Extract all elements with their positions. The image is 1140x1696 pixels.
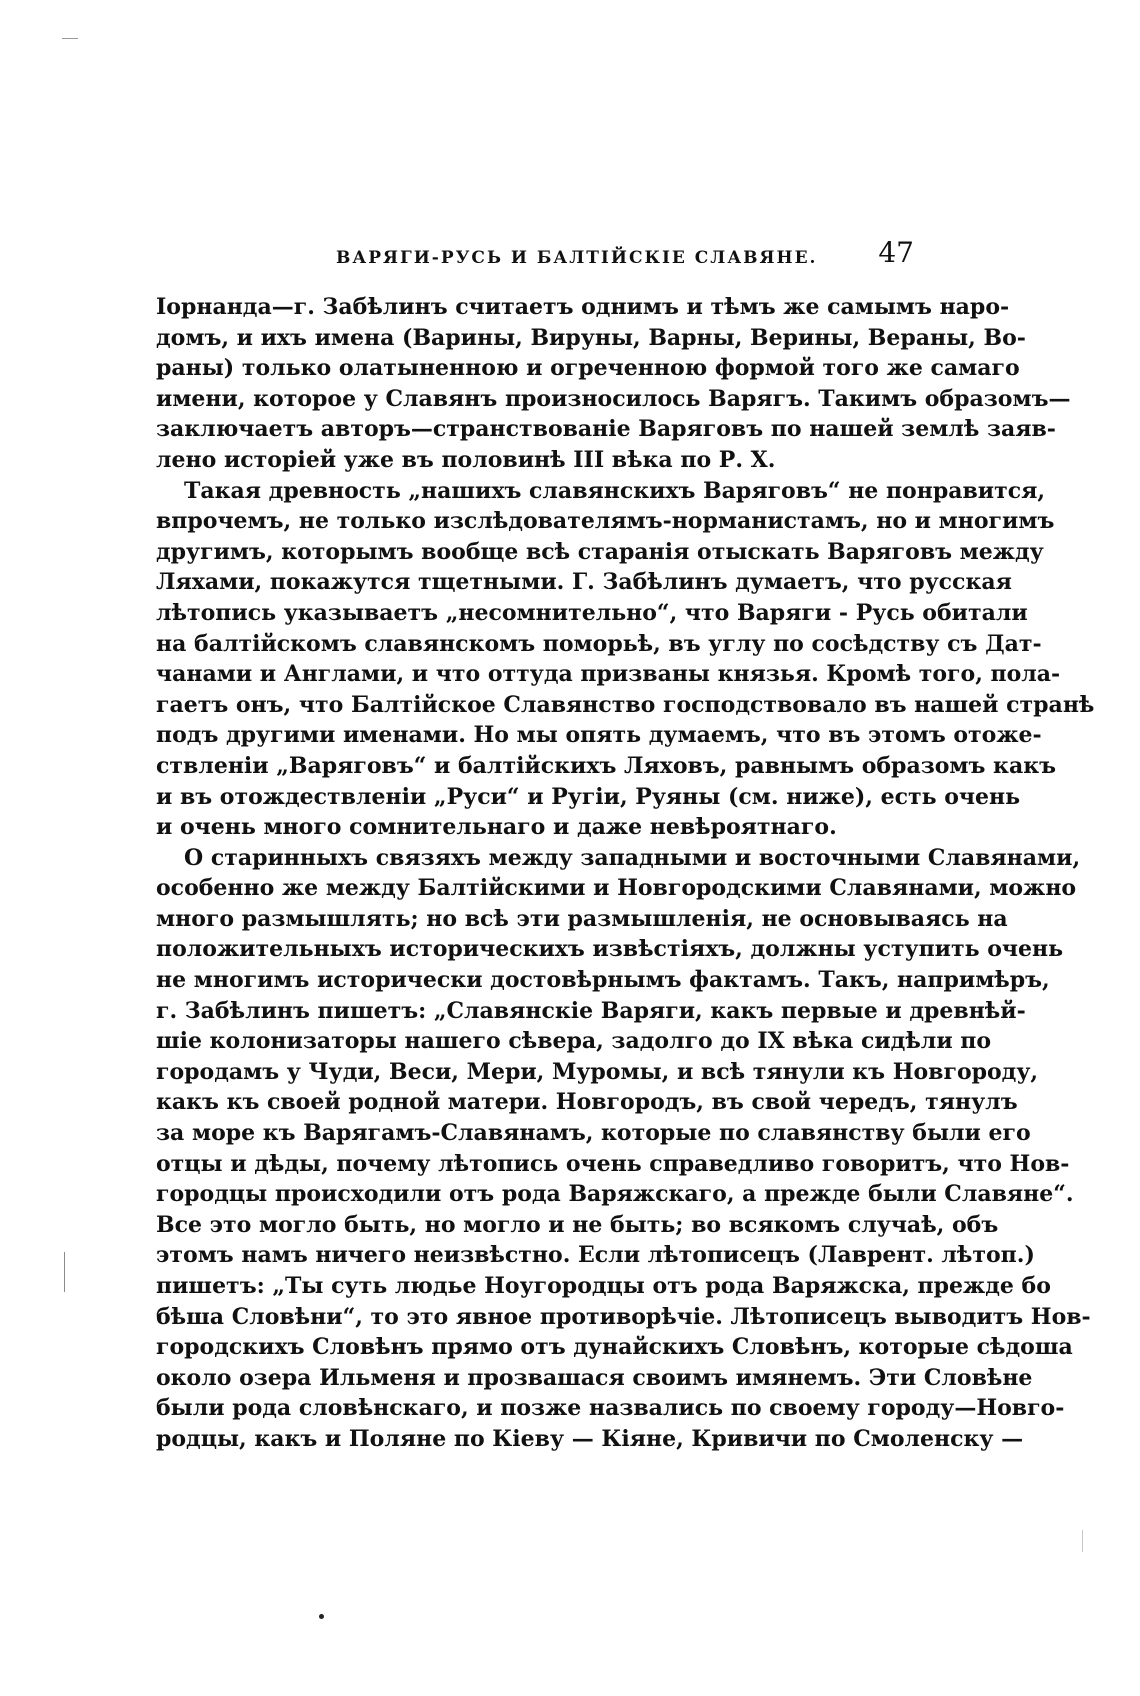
text-line: городцы происходили отъ рода Варяжскаго, а прежде были Славяне“.: [156, 1181, 1074, 1208]
text-line: бѣша Словѣни“, то это явное противорѣчіе. Лѣтописецъ выводитъ Нов-: [156, 1303, 1091, 1330]
text-line: пишетъ: „Ты суть людье Ноугородцы отъ рода Варяжска, прежде бо: [156, 1273, 1051, 1299]
text-line: подъ другими именами. Но мы опять думаемъ, что въ этомъ отоже-: [156, 722, 1042, 749]
text-line: чанами и Англами, и что оттуда призваны князья. Кромѣ того, пола-: [156, 661, 1061, 688]
text-line: ствленіи „Варяговъ“ и балтійскихъ Ляховъ, равнымъ образомъ какъ: [156, 752, 1056, 779]
text-line: отцы и дѣды, почему лѣтопись очень справедливо говоритъ, что Нов-: [156, 1150, 1070, 1177]
text-line: шіе колонизаторы нашего сѣвера, задолго до IX вѣка сидѣли по: [156, 1028, 992, 1055]
text-line: лѣтопись указываетъ „несомнительно“, что Варяги - Русь обитали: [156, 599, 1028, 626]
text-line: и очень много сомнительнаго и даже невѣроятнаго.: [156, 814, 837, 841]
text-line: Ляхами, покажутся тщетными. Г. Забѣлинъ думаетъ, что русская: [156, 569, 1012, 596]
text-line: домъ, и ихъ имена (Варины, Вируны, Варны, Верины, Вераны, Во-: [156, 324, 1026, 351]
page-header: [156, 236, 916, 276]
text-line: не многимъ исторически достовѣрнымъ фактамъ. Такъ, напримѣръ,: [156, 967, 1050, 994]
text-line: и въ отождествленіи „Руси“ и Ругіи, Руяны (см. ниже), есть очень: [156, 783, 1021, 810]
text-line: имени, которое у Славянъ произносилось Варягъ. Такимъ образомъ—: [156, 385, 1071, 412]
running-title: ВАРЯГИ-РУСЬ И БАЛТІЙСКІЕ СЛАВЯНЕ.: [336, 248, 818, 268]
text-line: О старинныхъ связяхъ между западными и восточными Славянами,: [184, 844, 1081, 871]
text-line: были рода словѣнскаго, и позже назвались по своему городу—Новго-: [156, 1395, 1065, 1422]
text-line: Іорнанда—г. Забѣлинъ считаетъ однимъ и тѣмъ же самымъ наро-: [156, 294, 1010, 320]
text-line: лено исторіей уже въ половинѣ III вѣка по Р. Х.: [156, 446, 776, 473]
text-line: Все это могло быть, но могло и не быть; во всякомъ случаѣ, объ: [156, 1211, 999, 1238]
text-line: заключаетъ авторъ—странствованіе Варяговъ по нашей землѣ заяв-: [156, 416, 1056, 443]
text-line: положительныхъ историческихъ извѣстіяхъ, должны уступить очень: [156, 936, 1064, 963]
text-line: особенно же между Балтійскими и Новгородскими Славянами, можно: [156, 875, 1077, 902]
text-line: Такая древность „нашихъ славянскихъ Варяговъ“ не понравится,: [184, 477, 1046, 504]
text-line: гаетъ онъ, что Балтійское Славянство господствовало въ нашей странѣ: [156, 691, 1095, 718]
text-line: какъ къ своей родной матери. Новгородъ, въ свой чередъ, тянулъ: [156, 1089, 1018, 1116]
text-line: впрочемъ, не только изслѣдователямъ-норманистамъ, но и многимъ: [156, 508, 1055, 535]
text-line: городскихъ Словѣнъ прямо отъ дунайскихъ Словѣнъ, которые сѣдоша: [156, 1334, 1073, 1361]
body-text: [156, 292, 1095, 1455]
text-line: городамъ у Чуди, Веси, Мери, Муромы, и всѣ тянули къ Новгороду,: [156, 1058, 1039, 1085]
text-line: за море къ Варягамъ-Славянамъ, которые по славянству были его: [156, 1120, 1031, 1147]
footer-dot: [319, 1614, 324, 1619]
text-line: около озера Ильменя и прозвашася своимъ имянемъ. Эти Словѣне: [156, 1364, 1033, 1391]
left-margin-mark: [64, 1252, 65, 1292]
text-line: раны) только олатыненною и огреченною формой того же самаго: [156, 355, 1020, 382]
text-line: родцы, какъ и Поляне по Кіеву — Кіяне, Кривичи по Смоленску —: [156, 1425, 1024, 1452]
text-line: много размышлять; но всѣ эти размышленія, не основываясь на: [156, 905, 1008, 932]
page-number: 47: [878, 236, 914, 269]
text-line: г. Забѣлинъ пишетъ: „Славянскіе Варяги, какъ первые и древнѣй-: [156, 997, 1026, 1024]
right-margin-mark: [1082, 1530, 1083, 1552]
scan-corner-mark: [62, 38, 78, 39]
text-line: другимъ, которымъ вообще всѣ старанія отыскать Варяговъ между: [156, 538, 1044, 565]
text-line: на балтійскомъ славянскомъ поморьѣ, въ углу по сосѣдству съ Дат-: [156, 630, 1042, 657]
text-line: этомъ намъ ничего неизвѣстно. Если лѣтописецъ (Лаврент. лѣтоп.): [156, 1242, 1035, 1269]
